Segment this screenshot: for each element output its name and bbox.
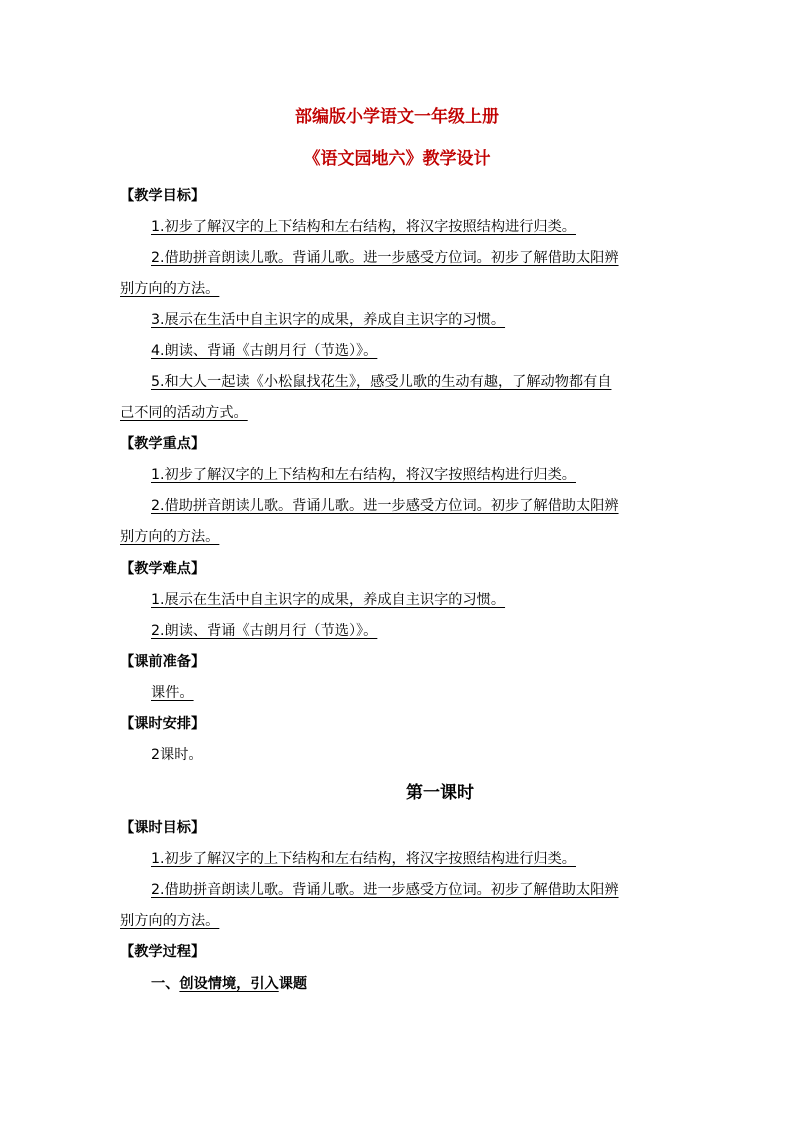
schedule-text: 2课时。 xyxy=(151,747,203,763)
goals-item-1: 1.初步了解汉字的上下结构和左右结构，将汉字按照结构进行归类。 xyxy=(151,219,576,235)
key-points-heading: 【教学重点】 xyxy=(120,436,206,452)
goals-item-2-line1: 2.借助拼音朗读儿歌。背诵儿歌。进一步感受方位词。初步了解借助太阳辨 xyxy=(151,250,619,266)
goals-item-4: 4.朗读、背诵《古朗月行（节选）》。 xyxy=(151,343,378,359)
lesson1-goals-heading: 【课时目标】 xyxy=(120,820,206,836)
goals-item-2-line2: 别方向的方法。 xyxy=(120,281,220,297)
lesson1-goals-item-1: 1.初步了解汉字的上下结构和左右结构，将汉字按照结构进行归类。 xyxy=(151,851,576,867)
process-heading: 【教学过程】 xyxy=(120,944,206,960)
process-step-1 xyxy=(151,974,307,994)
difficulties-heading: 【教学难点】 xyxy=(120,561,206,577)
document-title-line2: 《语文园地六》教学设计 xyxy=(303,149,491,169)
lesson1-goals-item-2-line1: 2.借助拼音朗读儿歌。背诵儿歌。进一步感受方位词。初步了解借助太阳辨 xyxy=(151,882,619,898)
process-step-1-prefix: 一、 xyxy=(151,976,180,992)
difficulties-item-2: 2.朗读、背诵《古朗月行（节选）》。 xyxy=(151,623,378,639)
lesson1-goals-item-2-line2: 别方向的方法。 xyxy=(120,913,220,929)
lesson1-title: 第一课时 xyxy=(406,783,474,803)
process-step-1-suffix: 课题 xyxy=(278,976,308,992)
schedule-heading: 【课时安排】 xyxy=(120,716,206,732)
key-points-item-2-line1: 2.借助拼音朗读儿歌。背诵儿歌。进一步感受方位词。初步了解借助太阳辨 xyxy=(151,498,619,514)
goals-heading: 【教学目标】 xyxy=(120,188,206,204)
preparation-heading: 【课前准备】 xyxy=(120,654,206,670)
key-points-item-2-line2: 别方向的方法。 xyxy=(120,529,220,545)
key-points-item-1: 1.初步了解汉字的上下结构和左右结构，将汉字按照结构进行归类。 xyxy=(151,467,576,483)
goals-item-5-line1: 5.和大人一起读《小松鼠找花生》，感受儿歌的生动有趣，了解动物都有自 xyxy=(151,374,612,390)
preparation-text: 课件。 xyxy=(151,685,194,701)
document-title-line1: 部编版小学语文一年级上册 xyxy=(295,107,499,127)
goals-item-5-line2: 己不同的活动方式。 xyxy=(120,405,248,421)
goals-item-3: 3.展示在生活中自主识字的成果，养成自主识字的习惯。 xyxy=(151,312,506,328)
process-step-1-underlined: 创设情境，引入 xyxy=(179,976,279,992)
difficulties-item-1: 1.展示在生活中自主识字的成果，养成自主识字的习惯。 xyxy=(151,592,506,608)
